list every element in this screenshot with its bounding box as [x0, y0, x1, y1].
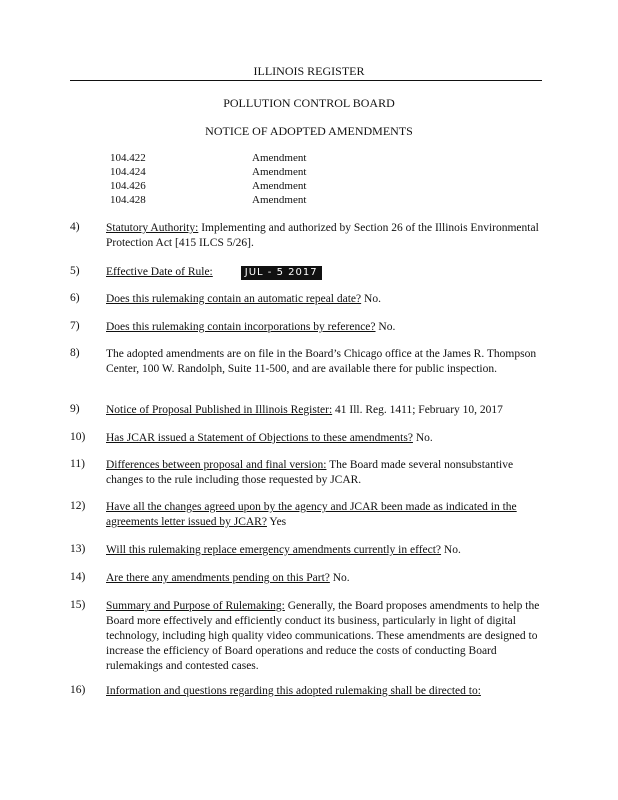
- item-emergency-amendments: [106, 543, 546, 558]
- item-number: 5): [70, 265, 80, 277]
- item-text: No.: [329, 572, 350, 584]
- item-agreed-changes: [106, 500, 546, 530]
- item-repeal-date: [106, 292, 546, 307]
- item-label: Differences between proposal and final version:: [106, 459, 327, 471]
- board-title: POLLUTION CONTROL BOARD: [223, 96, 395, 110]
- item-label: Information and questions regarding this adopted rulemaking shall be directed to:: [106, 685, 481, 697]
- item-number: 12): [70, 500, 86, 512]
- item-label: Summary and Purpose of Rulemaking:: [106, 600, 285, 612]
- header-rule: [70, 80, 542, 81]
- item-text: Yes: [266, 516, 287, 528]
- section-action: Amendment: [252, 180, 307, 192]
- item-jcar-objections: [106, 431, 546, 446]
- section-number: 104.428: [110, 194, 146, 206]
- item-label: Are there any amendments pending on this Part?: [106, 572, 330, 584]
- item-summary-purpose: [106, 599, 546, 674]
- item-number: 15): [70, 599, 86, 611]
- section-action: Amendment: [252, 152, 307, 164]
- item-number: 13): [70, 543, 86, 555]
- item-number: 9): [70, 403, 80, 415]
- item-information-contact: [106, 684, 546, 699]
- item-number: 11): [70, 458, 85, 470]
- item-label: Does this rulemaking contain incorporations by reference?: [106, 321, 376, 333]
- register-title: ILLINOIS REGISTER: [253, 64, 365, 78]
- notice-title: NOTICE OF ADOPTED AMENDMENTS: [205, 124, 413, 138]
- item-number: 10): [70, 431, 86, 443]
- item-text: 41 Ill. Reg. 1411; February 10, 2017: [332, 404, 503, 416]
- section-action: Amendment: [252, 194, 307, 206]
- item-notice-of-proposal: [106, 403, 546, 418]
- item-text: No.: [441, 544, 461, 556]
- date-stamp: JUL - 5 2017: [241, 266, 322, 280]
- item-text: No.: [412, 432, 433, 444]
- item-number: 4): [70, 221, 80, 233]
- item-label: Notice of Proposal Published in Illinois Register:: [106, 404, 333, 416]
- item-number: 8): [70, 347, 80, 359]
- item-label: Does this rulemaking contain an automatic repeal date?: [106, 293, 362, 305]
- item-effective-date: [106, 265, 546, 280]
- item-number: 7): [70, 320, 80, 332]
- section-number: 104.426: [110, 180, 146, 192]
- section-action: Amendment: [252, 166, 307, 178]
- item-number: 14): [70, 571, 86, 583]
- item-text: Implementing and authorized by Section 26 of the Illinois Environmental Protection Act [415 ILCS 5/26].: [106, 222, 539, 249]
- item-number: 16): [70, 684, 86, 696]
- item-text: The adopted amendments are on file in the Board’s Chicago office at the James R. Thompson Center, 100 W. Randolph, Suite 11-500, and are available there for public inspection.: [106, 348, 537, 375]
- item-on-file: [106, 347, 546, 377]
- item-label: Statutory Authority:: [106, 222, 199, 234]
- item-number: 6): [70, 292, 80, 304]
- item-differences: [106, 458, 546, 488]
- section-number: 104.424: [110, 166, 146, 178]
- item-text: Generally, the Board proposes amendments to help the Board more effectively and efficiently conduct its business, particularly in light of digital technology, including high quality video communications. These amendments are designed to increase the efficiency of Board operations and reduce the costs of conducting Board rulemakings and contested cases.: [106, 600, 540, 672]
- item-label: Will this rulemaking replace emergency amendments currently in effect?: [106, 544, 442, 556]
- item-pending-amendments: [106, 571, 546, 586]
- item-label: Has JCAR issued a Statement of Objections to these amendments?: [106, 432, 413, 444]
- item-text: No.: [375, 321, 396, 333]
- item-label: Have all the changes agreed upon by the agency and JCAR been made as indicated in the agreements letter issued by JCAR?: [106, 501, 517, 528]
- item-text: The Board made several nonsubstantive changes to the rule including those requested by JCAR.: [106, 459, 514, 486]
- section-number: 104.422: [110, 152, 146, 164]
- item-statutory-authority: [106, 221, 546, 251]
- item-text: No.: [361, 293, 381, 305]
- item-label: Effective Date of Rule:: [106, 266, 213, 278]
- item-incorporations: [106, 320, 546, 335]
